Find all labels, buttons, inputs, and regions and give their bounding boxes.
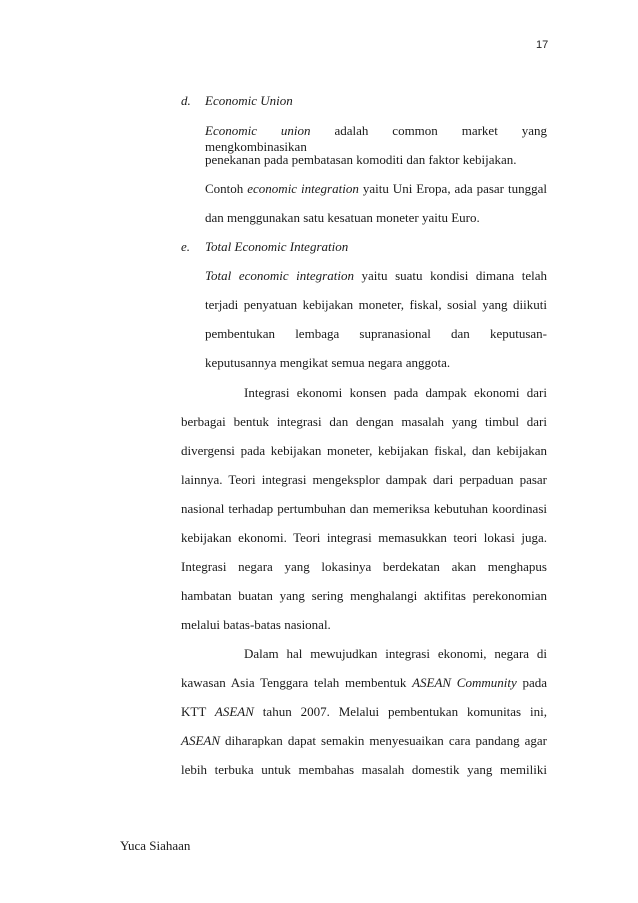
paragraph-line: KTT ASEAN tahun 2007. Melalui pembentukan komunitas ini, bbox=[181, 704, 547, 719]
paragraph-line: kebijakan ekonomi. Teori integrasi memasukkan teori lokasi juga. bbox=[181, 530, 547, 545]
text-line: terjadi penyatuan kebijakan moneter, fiskal, sosial yang diikuti bbox=[205, 297, 547, 312]
list-marker-d: d. bbox=[181, 93, 191, 108]
page-number: 17 bbox=[536, 39, 549, 51]
paragraph-line: hambatan buatan yang sering menghalangi aktifitas perekonomian bbox=[181, 588, 547, 603]
paragraph-line: nasional terhadap pertumbuhan dan memeriksa kebutuhan koordinasi bbox=[181, 501, 547, 516]
paragraph-line: lainnya. Teori integrasi mengeksplor dampak dari perpaduan pasar bbox=[181, 472, 547, 487]
footer-author: Yuca Siahaan bbox=[120, 838, 191, 853]
text-line: Contoh economic integration yaitu Uni Eropa, ada pasar tunggal bbox=[205, 181, 547, 196]
paragraph-line: kawasan Asia Tenggara telah membentuk ASEAN Community pada bbox=[181, 675, 547, 690]
text-line: Total economic integration yaitu suatu kondisi dimana telah bbox=[205, 268, 547, 283]
text-line: keputusannya mengikat semua negara anggota. bbox=[205, 355, 451, 370]
paragraph-line: ASEAN diharapkan dapat semakin menyesuaikan cara pandang agar bbox=[181, 733, 547, 748]
text-line: dan menggunakan satu kesatuan moneter yaitu Euro. bbox=[205, 210, 480, 225]
paragraph-line: Dalam hal mewujudkan integrasi ekonomi, negara di bbox=[244, 646, 547, 661]
paragraph-line: berbagai bentuk integrasi dan dengan masalah yang timbul dari bbox=[181, 414, 547, 429]
paragraph-line: divergensi pada kebijakan moneter, kebijakan fiskal, dan kebijakan bbox=[181, 443, 547, 458]
paragraph-line: melalui batas-batas nasional. bbox=[181, 617, 331, 632]
heading-economic-union: Economic Union bbox=[205, 93, 293, 108]
text-line: penekanan pada pembatasan komoditi dan faktor kebijakan. bbox=[205, 152, 517, 167]
paragraph-line: Integrasi negara yang lokasinya berdekatan akan menghapus bbox=[181, 559, 547, 574]
heading-total-economic-integration: Total Economic Integration bbox=[205, 239, 349, 254]
list-marker-e: e. bbox=[181, 239, 191, 254]
paragraph-line: lebih terbuka untuk membahas masalah domestik yang memiliki bbox=[181, 762, 547, 777]
text-line: pembentukan lembaga supranasional dan keputusan- bbox=[205, 326, 547, 341]
text-line: Economic union adalah common market yang mengkombinasikan bbox=[205, 123, 548, 154]
paragraph-line: Integrasi ekonomi konsen pada dampak ekonomi dari bbox=[244, 385, 547, 400]
